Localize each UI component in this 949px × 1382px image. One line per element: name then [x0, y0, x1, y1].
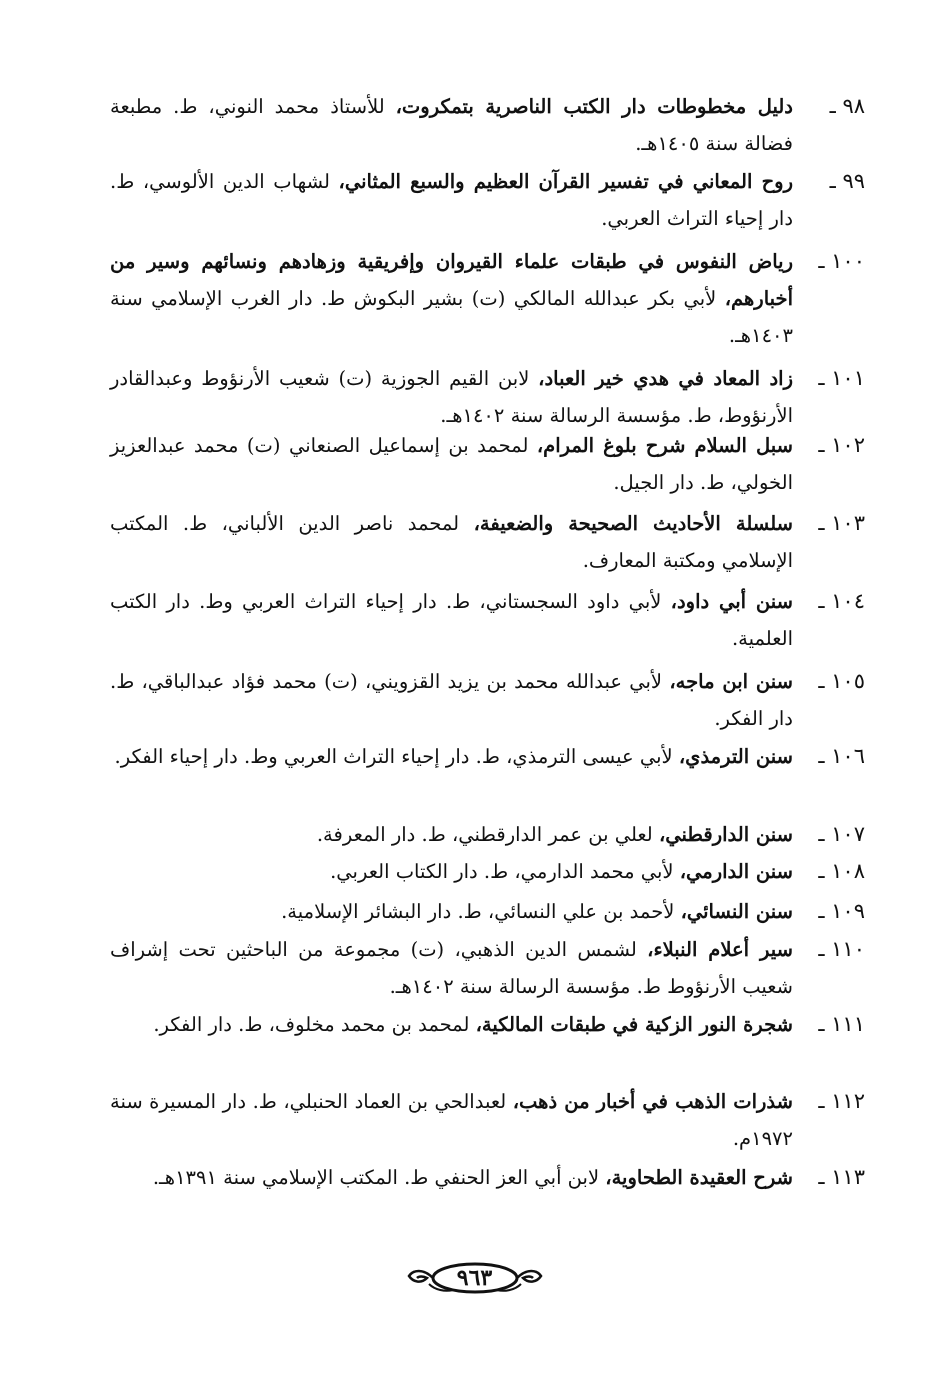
entry-text — [110, 360, 793, 434]
entry-number: ١٠٩ ـ — [818, 899, 865, 923]
entry-103 — [110, 505, 865, 583]
entry-text — [110, 243, 793, 354]
entry-text — [110, 893, 793, 930]
entry-99 — [110, 163, 865, 243]
entry-title: سنن الدارمي، — [679, 860, 793, 883]
entry-title: سنن الترمذي، — [678, 745, 793, 768]
entry-text — [110, 663, 793, 737]
entry-title: زاد المعاد في هدي خير العباد، — [538, 367, 793, 390]
entry-title: شجرة النور الزكية في طبقات المالكية، — [475, 1013, 793, 1036]
entry-title: شذرات الذهب في أخبار من ذهب، — [512, 1090, 793, 1113]
entry-104 — [110, 583, 865, 663]
entry-title: سير أعلام النبلاء، — [647, 938, 793, 961]
entry-title: سلسلة الأحاديث الصحيحة والضعيفة، — [473, 512, 793, 535]
entry-text — [110, 583, 793, 657]
entry-details: لشهاب الدين الألوسي، ط. دار إحياء التراث العربي. — [110, 170, 793, 230]
entry-number: ٩٨ ـ — [829, 94, 865, 118]
entry-details: لأبي عيسى الترمذي، ط. دار إحياء التراث العربي وط. دار إحياء الفكر. — [114, 745, 679, 768]
entry-details: للأستاذ محمد النوني، ط. مطبعة فضالة سنة ١٤٠٥هـ. — [110, 95, 793, 155]
entry-102 — [110, 427, 865, 505]
entry-105 — [110, 663, 865, 738]
entry-text — [110, 427, 793, 501]
entry-details: لأبي بكر عبدالله المالكي (ت) بشير البكوش ط. دار الغرب الإسلامي سنة ١٤٠٣هـ. — [110, 287, 793, 347]
entry-text — [110, 738, 793, 775]
entry-100 — [110, 243, 865, 360]
entry-text — [110, 88, 793, 162]
entry-title: سنن النسائي، — [680, 900, 793, 923]
entry-number: ١٠٦ ـ — [818, 744, 865, 768]
entry-title: سنن أبي داود، — [670, 590, 793, 613]
entry-details: لمحمد بن محمد مخلوف، ط. دار الفكر. — [153, 1013, 476, 1036]
entry-title: دليل مخطوطات دار الكتب الناصرية بتمكروت، — [395, 95, 793, 118]
entry-113 — [110, 1159, 865, 1234]
entry-text — [110, 1159, 793, 1196]
entry-number: ١٠٢ ـ — [818, 433, 865, 457]
entry-details: لأبي محمد الدارمي، ط. دار الكتاب العربي. — [330, 860, 680, 883]
entry-number: ٩٩ ـ — [829, 169, 865, 193]
entry-details: لمحمد بن إسماعيل الصنعاني (ت) محمد عبدالعزيز الخولي، ط. دار الجيل. — [110, 434, 793, 494]
page-number-ornament — [405, 1262, 545, 1296]
entry-details: لشمس الدين الذهبي، (ت) مجموعة من الباحثين تحت إشراف شعيب الأرنؤوط ط. مؤسسة الرسالة سنة ١٤٠٢هـ. — [110, 938, 793, 998]
entry-108 — [110, 853, 865, 893]
entry-text — [110, 853, 793, 890]
entry-112 — [110, 1083, 865, 1159]
entry-number: ١٠٧ ـ — [818, 822, 865, 846]
entry-111 — [110, 1006, 865, 1083]
entry-110 — [110, 931, 865, 1006]
entry-title: روح المعاني في تفسير القرآن العظيم والسبع المثاني، — [338, 170, 793, 193]
entry-number: ١١٠ ـ — [818, 937, 865, 961]
page-number: ٩٦٣ — [456, 1265, 493, 1291]
entry-details: لأبي داود السجستاني، ط. دار إحياء التراث العربي وط. دار الكتب العلمية. — [110, 590, 793, 650]
entry-98 — [110, 88, 865, 163]
entry-details: لابن أبي العز الحنفي ط. المكتب الإسلامي سنة ١٣٩١هـ. — [152, 1166, 606, 1189]
entry-details: لأحمد بن علي النسائي، ط. دار البشائر الإسلامية. — [281, 900, 681, 923]
entry-109 — [110, 893, 865, 931]
entry-text — [110, 505, 793, 579]
page-footer — [0, 1262, 949, 1296]
entry-details: لابن القيم الجوزية (ت) شعيب الأرنؤوط وعبدالقادر الأرنؤوط، ط. مؤسسة الرسالة سنة ١٤٠٢هـ. — [110, 367, 793, 427]
bibliography-list — [110, 88, 865, 1234]
entry-text — [110, 1006, 793, 1043]
entry-number: ١١١ ـ — [818, 1012, 865, 1036]
entry-title: سنن الدارقطني، — [658, 823, 793, 846]
entry-details: لعلي بن عمر الدارقطني، ط. دار المعرفة. — [316, 823, 659, 846]
entry-number: ١١٢ ـ — [818, 1089, 865, 1113]
entry-text — [110, 163, 793, 237]
entry-title: سبل السلام شرح بلوغ المرام، — [536, 434, 793, 457]
entry-number: ١١٣ ـ — [818, 1165, 865, 1189]
entry-text — [110, 1083, 793, 1157]
entry-title: شرح العقيدة الطحاوية، — [605, 1166, 793, 1189]
entry-title: سنن ابن ماجه، — [669, 670, 793, 693]
entry-number: ١٠٥ ـ — [818, 669, 865, 693]
entry-106 — [110, 738, 865, 816]
entry-107 — [110, 816, 865, 853]
entry-text — [110, 816, 793, 853]
entry-details: لمحمد ناصر الدين الألباني، ط. المكتب الإسلامي ومكتبة المعارف. — [110, 512, 793, 572]
entry-number: ١٠٠ ـ — [818, 249, 865, 273]
entry-101 — [110, 360, 865, 427]
entry-text — [110, 931, 793, 1005]
entry-number: ١٠١ ـ — [818, 366, 865, 390]
entry-number: ١٠٣ ـ — [818, 511, 865, 535]
entry-number: ١٠٨ ـ — [818, 859, 865, 883]
entry-title: رياض النفوس في طبقات علماء القيروان وإفريقية وزهادهم ونسائهم وسير من أخبارهم، — [110, 250, 793, 310]
entry-number: ١٠٤ ـ — [818, 589, 865, 613]
entry-details: لعبدالحي بن العماد الحنبلي، ط. دار المسيرة سنة ١٩٧٢م. — [110, 1090, 793, 1150]
entry-details: لأبي عبدالله محمد بن يزيد القزويني، (ت) محمد فؤاد عبدالباقي، ط. دار الفكر. — [110, 670, 793, 730]
